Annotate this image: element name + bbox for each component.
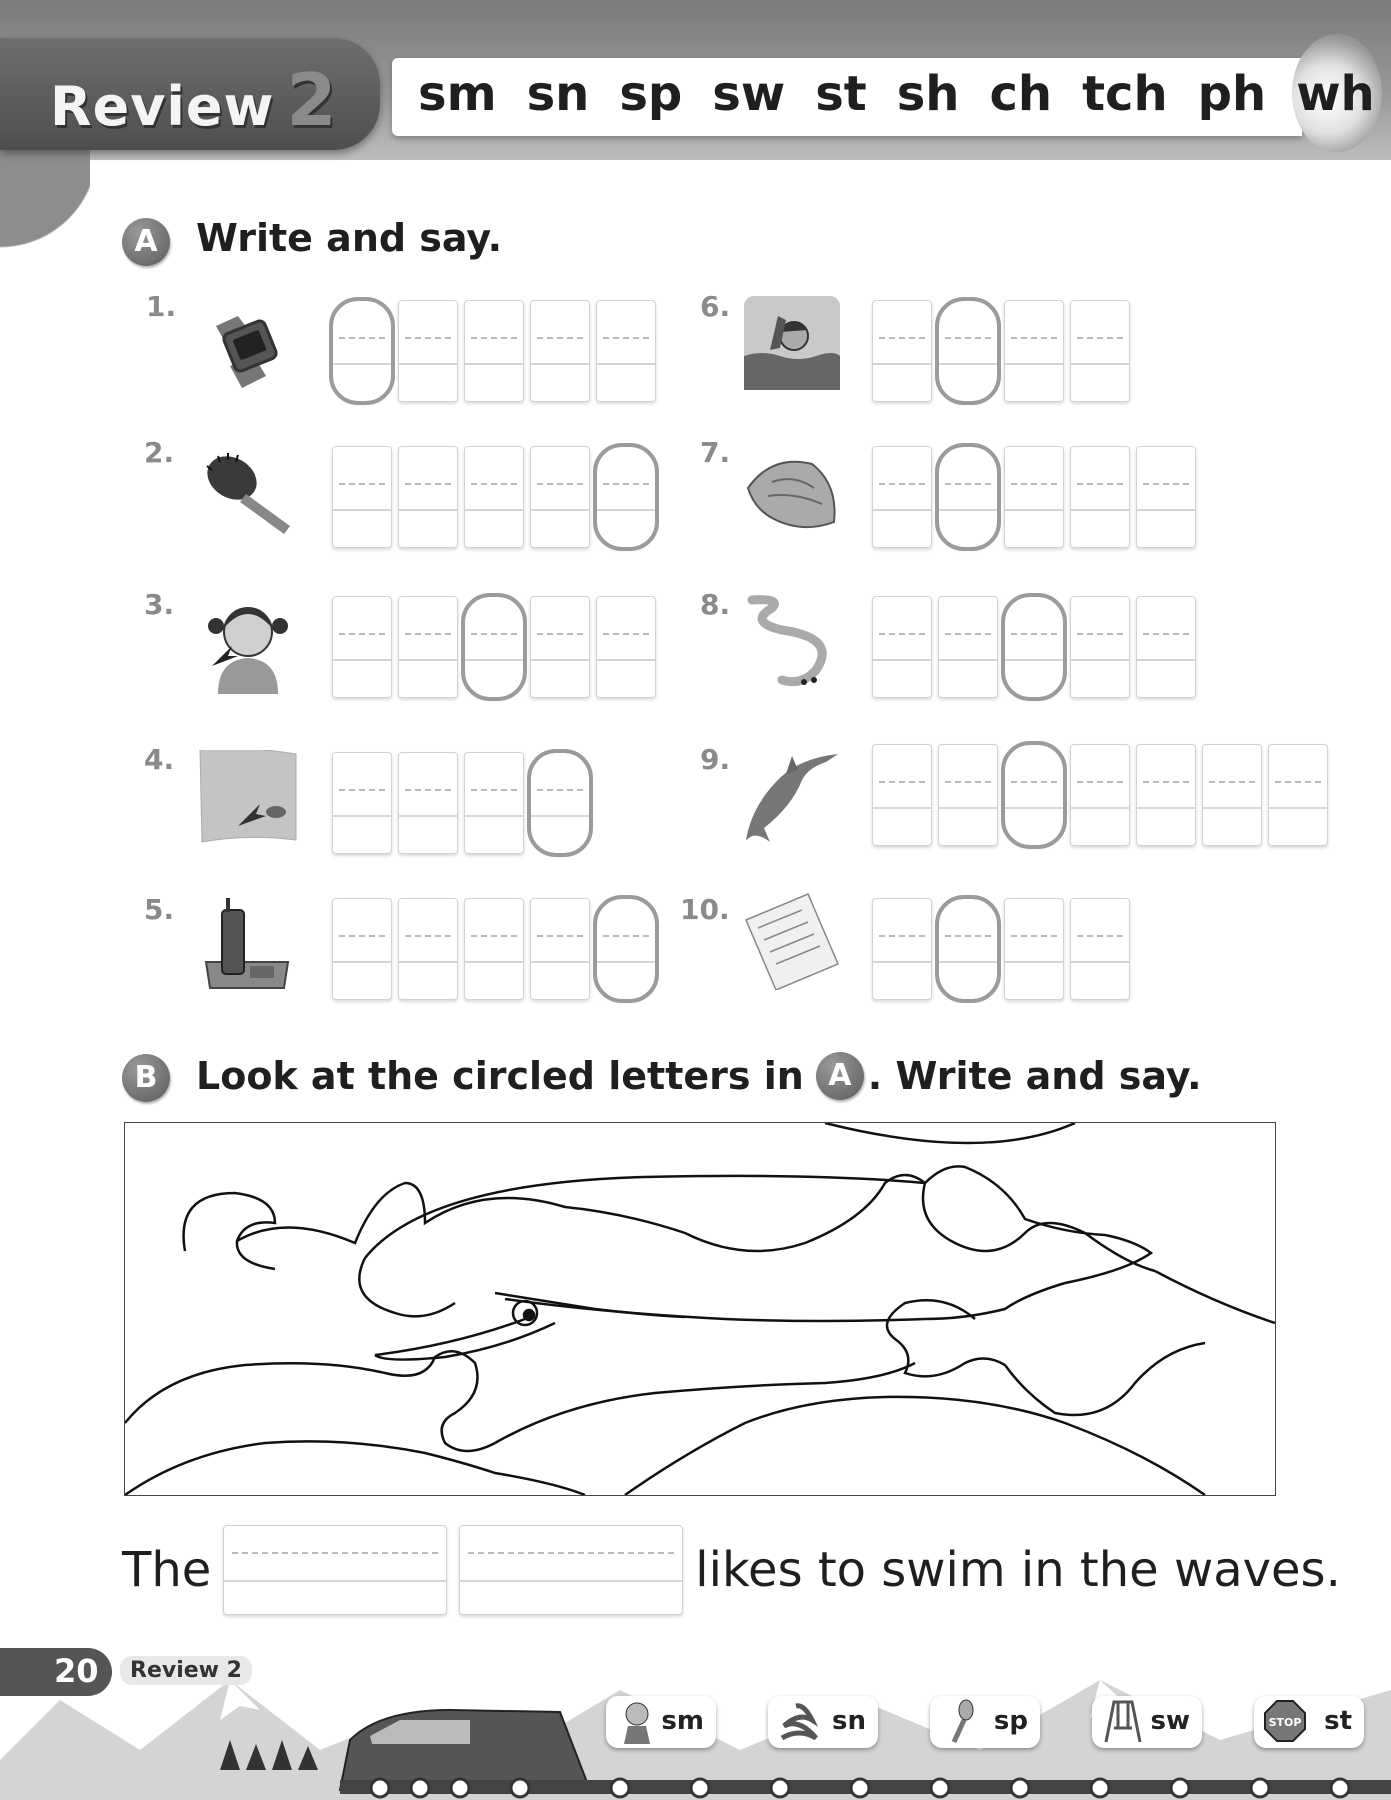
spoon-icon (938, 1698, 984, 1744)
item-number: 5. (144, 893, 175, 926)
item-number: 2. (144, 436, 175, 469)
letter-box-circled[interactable] (596, 446, 656, 548)
chip-label: sn (832, 1706, 866, 1736)
phonics-sound: sm (418, 66, 497, 122)
item-number: 8. (700, 588, 731, 621)
sentence-end: likes to swim in the waves. (695, 1542, 1341, 1598)
letter-box-circled[interactable] (938, 300, 998, 402)
page-title (50, 58, 338, 142)
phonics-sound: sw (712, 66, 786, 122)
letter-box[interactable] (872, 744, 932, 846)
letter-box[interactable] (464, 300, 524, 402)
letter-box[interactable] (872, 596, 932, 698)
phonics-chip-sn (768, 1696, 878, 1748)
letter-box[interactable] (872, 300, 932, 402)
section-b-instruction-text: Look at the circled letters in (196, 1054, 804, 1098)
letter-box[interactable] (872, 446, 932, 548)
letter-box[interactable] (938, 744, 998, 846)
item-number: 10. (680, 893, 730, 926)
letter-box-circled[interactable] (1004, 596, 1064, 698)
phonics-chip-sp (930, 1696, 1040, 1748)
letter-box[interactable] (1070, 300, 1130, 402)
completion-sentence (122, 1524, 1341, 1616)
test-paper-icon (742, 890, 842, 990)
letter-box[interactable] (530, 898, 590, 1000)
letter-box[interactable] (332, 446, 392, 548)
page-number: 20 (54, 1652, 99, 1690)
letter-box-circled[interactable] (530, 752, 590, 854)
letter-boxes (332, 446, 656, 548)
item-number: 9. (700, 743, 731, 776)
swing-icon (1100, 1698, 1146, 1744)
smile-kid-icon (614, 1698, 660, 1744)
section-b-badge: B (122, 1054, 170, 1102)
chip-label: sw (1150, 1706, 1190, 1736)
phonics-sound: st (815, 66, 867, 122)
letter-box[interactable] (872, 898, 932, 1000)
section-b-instruction (196, 1052, 1202, 1100)
chip-label: st (1324, 1706, 1352, 1736)
stop-sign-icon (1262, 1698, 1308, 1744)
sentence-start: The (122, 1542, 212, 1598)
letter-boxes (332, 752, 590, 854)
letter-box[interactable] (1070, 898, 1130, 1000)
letter-box[interactable] (464, 898, 524, 1000)
girl-cheek-icon (198, 594, 298, 694)
snake-icon (776, 1698, 822, 1744)
hairbrush-icon (198, 444, 298, 544)
phonics-sound: sp (619, 66, 683, 122)
letter-box[interactable] (332, 898, 392, 1000)
letter-box[interactable] (398, 752, 458, 854)
whale-scene-frame (124, 1122, 1276, 1496)
phonics-chip-sm (606, 1696, 716, 1748)
phonics-sound: sn (526, 66, 590, 122)
letter-box[interactable] (530, 596, 590, 698)
letter-box-circled[interactable] (596, 898, 656, 1000)
letter-box-circled[interactable] (938, 446, 998, 548)
section-a-ref-badge: A (816, 1052, 864, 1100)
letter-boxes (332, 898, 656, 1000)
dolphin-icon (742, 744, 842, 844)
section-b-instruction-text: . Write and say. (867, 1054, 1202, 1098)
phonics-list (418, 66, 1375, 122)
letter-box[interactable] (464, 446, 524, 548)
section-a-badge: A (122, 218, 170, 266)
item-number: 4. (144, 743, 175, 776)
letter-box[interactable] (398, 300, 458, 402)
letter-box[interactable] (398, 446, 458, 548)
letter-box[interactable] (530, 446, 590, 548)
letter-box[interactable] (1070, 744, 1130, 846)
letter-box[interactable] (1268, 744, 1328, 846)
letter-boxes (872, 446, 1196, 548)
footer-label: Review 2 (120, 1656, 252, 1685)
swimmer-icon (742, 294, 842, 394)
letter-box-circled[interactable] (464, 596, 524, 698)
watch-icon (198, 296, 298, 396)
answer-box[interactable] (223, 1525, 447, 1615)
letter-box[interactable] (1004, 446, 1064, 548)
snake-icon (742, 594, 842, 694)
letter-box[interactable] (398, 898, 458, 1000)
phonics-chip-st (1254, 1696, 1364, 1748)
phonics-sound: ph (1197, 66, 1267, 122)
stop-sign-text: STOP (1268, 1716, 1302, 1729)
chip-label: sm (661, 1706, 704, 1736)
letter-box-circled[interactable] (332, 300, 392, 402)
letter-boxes (332, 300, 656, 402)
letter-box[interactable] (1004, 300, 1064, 402)
letter-boxes (872, 898, 1130, 1000)
flag-icon (198, 750, 298, 850)
item-number: 3. (144, 588, 175, 621)
letter-box[interactable] (332, 752, 392, 854)
letter-box[interactable] (1004, 898, 1064, 1000)
letter-box[interactable] (398, 596, 458, 698)
phonics-sound: tch (1082, 66, 1168, 122)
chip-label: sp (993, 1706, 1028, 1736)
section-a-instruction: Write and say. (196, 216, 503, 260)
letter-box-circled[interactable] (938, 898, 998, 1000)
seashell-icon (742, 444, 842, 544)
header-swoosh (0, 150, 90, 300)
letter-box[interactable] (1136, 744, 1196, 846)
letter-box[interactable] (1136, 446, 1196, 548)
letter-boxes (872, 744, 1328, 846)
letter-box[interactable] (938, 596, 998, 698)
letter-box[interactable] (464, 752, 524, 854)
letter-box[interactable] (1136, 596, 1196, 698)
letter-box[interactable] (1070, 596, 1130, 698)
letter-box[interactable] (1202, 744, 1262, 846)
letter-boxes (872, 300, 1130, 402)
letter-box[interactable] (332, 596, 392, 698)
item-number: 7. (700, 436, 731, 469)
letter-box-circled[interactable] (1004, 744, 1064, 846)
cordless-phone-icon (198, 892, 298, 992)
review-word: Review (50, 75, 275, 138)
letter-boxes (872, 596, 1196, 698)
phonics-chip-sw (1092, 1696, 1202, 1748)
letter-boxes (332, 596, 656, 698)
letter-box[interactable] (596, 596, 656, 698)
phonics-sound: wh (1296, 66, 1375, 122)
review-number: 2 (286, 58, 338, 142)
hidden-whale-picture (125, 1123, 1275, 1495)
item-number: 1. (146, 290, 177, 323)
letter-box[interactable] (596, 300, 656, 402)
letter-box[interactable] (530, 300, 590, 402)
answer-box[interactable] (459, 1525, 683, 1615)
item-number: 6. (700, 290, 731, 323)
phonics-sound: sh (896, 66, 960, 122)
letter-box[interactable] (1070, 446, 1130, 548)
phonics-sound: ch (989, 66, 1053, 122)
